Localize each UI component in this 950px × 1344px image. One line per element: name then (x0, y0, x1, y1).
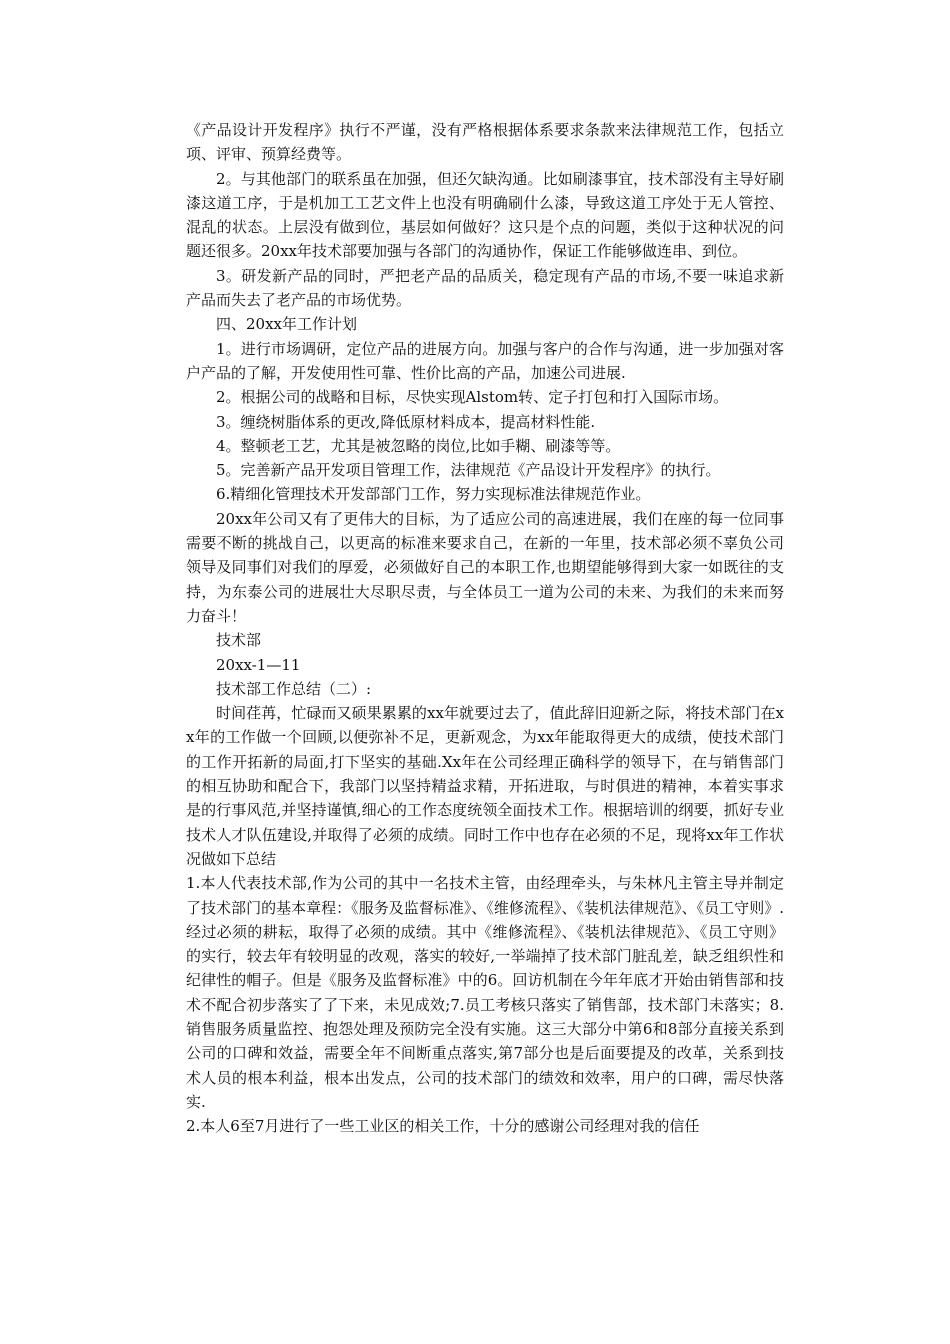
summary-item-2: 2.本人6至7月进行了一些工业区的相关工作，十分的感谢公司经理对我的信任 (186, 1117, 700, 1136)
document-body (186, 118, 784, 1138)
summary-intro-paragraph: 时间荏苒，忙碌而又硕果累累的xx年就要过去了，值此辞旧迎新之际，将技术部门在xx年的工作做一个回顾,以便弥补不足，更新观念，为xx年能取得更大的成绩，使技术部门的工作开拓新的局面,打下坚实的基础.Xx年在公司经理正确科学的领导下，在与销售部门的相互协助和配合下，我部门以坚持精益求精，开拓进取，与时俱进的精神，本着实事求是的行事风范,并坚持谨慎,细心的工作态度统领全面技术工作。根据培训的纲要，抓好专业技术人才队伍建设,并取得了必须的成绩。同时工作中也存在必须的不足，现将xx年工作状况做如下总结 (186, 704, 784, 868)
plan-item-4: 4。整顿老工艺，尤其是被忽略的岗位,比如手糊、刷漆等等。 (216, 436, 621, 455)
summary-item-1: 1.本人代表技术部,作为公司的其中一名技术主管，由经理牵头，与朱林凡主管主导并制定了技术部门的基本章程：《服务及监督标准》、《维修流程》、《装机法律规范》、《员工守则》.经过必须的耕耘，取得了必须的成绩。其中《维修流程》、《装机法律规范》、《员工守则》的实行，较去年有较明显的改观，落实的较好,一举端掉了技术部门脏乱差，缺乏组织性和纪律性的帽子。但是《服务及监督标准》中的6。回访机制在今年年底才开始由销售部和技术不配合初步落实了了下来，未见成效;7.员工考核只落实了销售部，技术部门未落实；8.销售服务质量监控、抱怨处理及预防完全没有实施。这三大部分中第6和8部分直接关系到公司的口碑和效益，需要全年不间断重点落实,第7部分也是后面要提及的改革，关系到技术人员的根本利益，根本出发点，公司的技术部门的绩效和效率，用户的口碑，需尽快落实. (186, 874, 784, 1111)
paragraph-item-3: 3。研发新产品的同时，严把老产品的品质关，稳定现有产品的市场,不要一味追求新产品而失去了老产品的市场优势。 (186, 266, 784, 310)
plan-item-6: 6.精细化管理技术开发部部门工作，努力实现标准法律规范作业。 (216, 485, 651, 504)
plan-item-1: 1。进行市场调研，定位产品的进展方向。加强与客户的合作与沟通，进一步加强对客户产品的了解，开发使用性可靠、性价比高的产品，加速公司进展. (186, 339, 784, 382)
plan-item-5: 5。完善新产品开发项目管理工作，法律规范《产品设计开发程序》的执行。 (216, 461, 721, 480)
paragraph-item-2: 2。与其他部门的联系虽在加强，但还欠缺沟通。比如刷漆事宜，技术部没有主导好刷漆这道工序，于是机加工工艺文件上也没有明确刷什么漆，导致这道工序处于无人管控、混乱的状态。上层没有做到位，基层如何做好？这只是个点的问题，类似于这种状况的问题还很多。20xx年技术部要加强与各部门的沟通协作，保证工作能够做连串、到位。 (186, 169, 784, 261)
signature-date: 20xx-1—11 (216, 655, 301, 674)
closing-paragraph: 20xx年公司又有了更伟大的目标，为了适应公司的高速进展，我们在座的每一位同事需要不断的挑战自己，以更高的标准来要求自己，在新的一年里，技术部必须不辜负公司领导及同事们对我们的厚爱，必须做好自己的本职工作,也期望能够得到大家一如既往的支持，为东泰公司的进展壮大尽职尽责，与全体员工一道为公司的未来、为我们的未来而努力奋斗！ (186, 509, 784, 625)
signature-department: 技术部 (216, 631, 262, 650)
plan-item-3: 3。缠绕树脂体系的更改,降低原材料成本，提高材料性能. (216, 412, 596, 431)
paragraph-continuation: 《产品设计开发程序》执行不严谨，没有严格根据体系要求条款来法律规范工作，包括立项、评审、预算经费等。 (186, 121, 784, 164)
plan-item-2: 2。根据公司的战略和目标，尽快实现Alstom转、定子打包和打入国际市场。 (216, 388, 729, 407)
section-heading-plan: 四、20xx年工作计划 (216, 315, 358, 334)
section-title-summary-2: 技术部工作总结（二）: (216, 679, 372, 698)
